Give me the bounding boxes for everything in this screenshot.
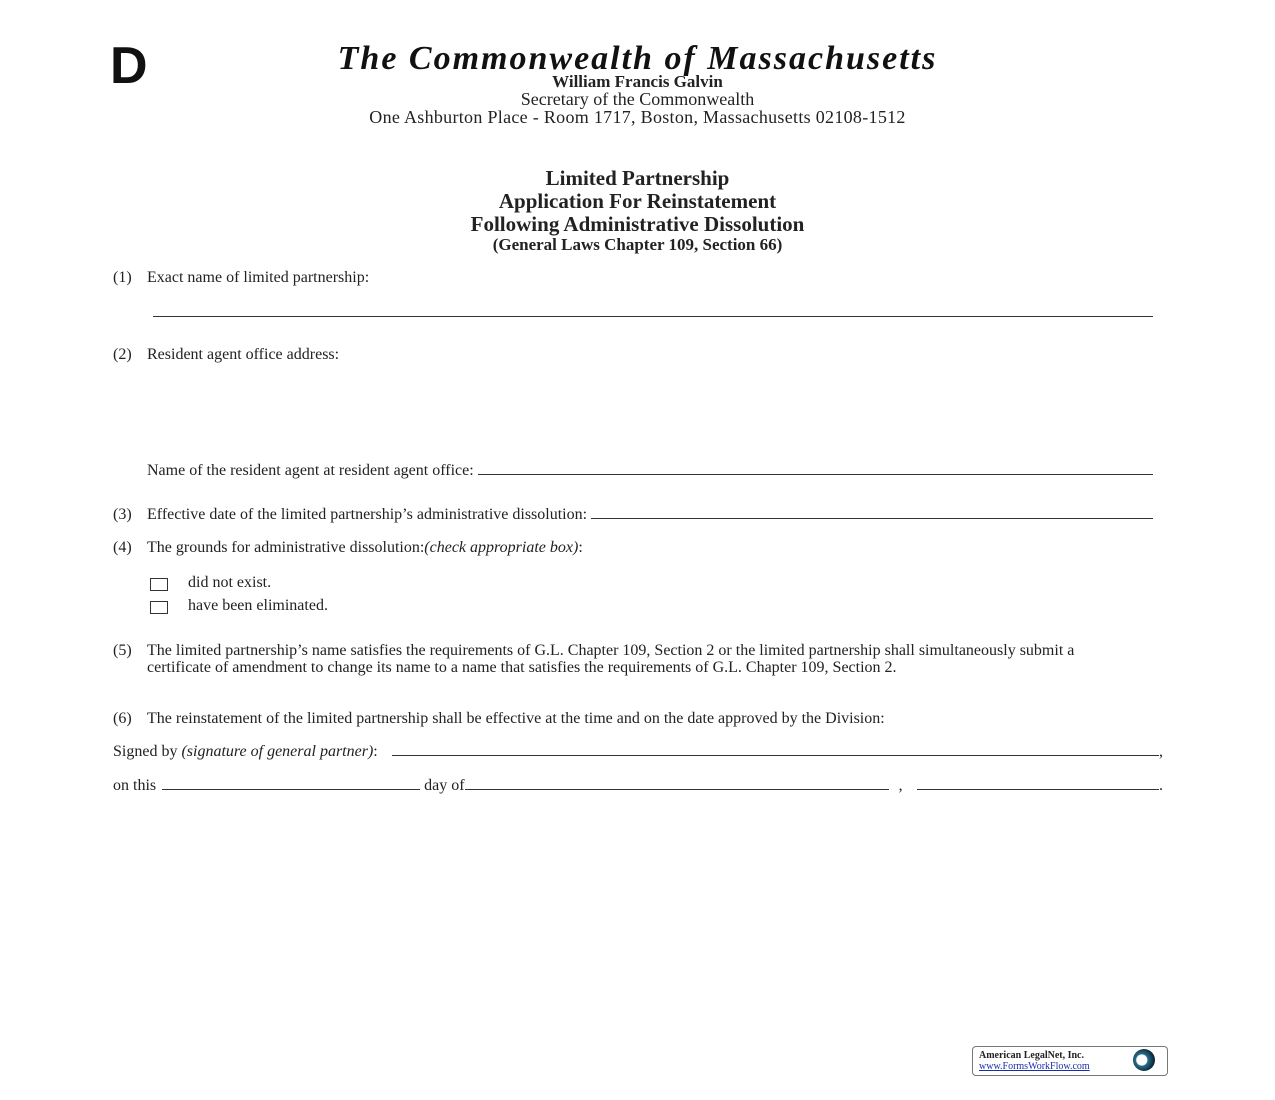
signature-row: Signed by (signature of general partner) : , (113, 743, 1163, 760)
office-address: One Ashburton Place - Room 1717, Boston, Massachusetts 02108-1512 (369, 107, 906, 127)
form-title-1: Limited Partnership (545, 166, 730, 190)
did-not-exist-checkbox[interactable] (150, 578, 168, 591)
did-not-exist-label: did not exist. (188, 574, 272, 591)
item-6: (6) The reinstatement of the limited partnership shall be effective at the time and on the date approved by the Division: (113, 710, 885, 727)
office-title: Secretary of the Commonwealth (520, 89, 755, 109)
dissolution-date-field[interactable] (591, 506, 1153, 519)
item-4: (4) The grounds for administrative dissolution:(check appropriate box): (113, 539, 583, 556)
year-field[interactable] (917, 777, 1159, 790)
commonwealth-title: The Commonwealth of Massachusetts (337, 40, 938, 77)
footer-company: American LegalNet, Inc. (979, 1050, 1084, 1061)
footer-badge (972, 1046, 1168, 1076)
form-letter: D (110, 37, 148, 95)
form-title-2: Application For Reinstatement (498, 189, 777, 213)
item-2: (2) Resident agent office address: (113, 346, 340, 363)
agent-name-field[interactable] (478, 462, 1153, 475)
footer-url[interactable]: www.FormsWorkFlow.com (979, 1061, 1090, 1072)
agent-address-field[interactable] (147, 370, 1153, 450)
month-field[interactable] (465, 776, 889, 790)
logo-globe-icon (1133, 1049, 1155, 1071)
partnership-name-field[interactable] (153, 316, 1153, 317)
form-title-3: Following Administrative Dissolution (470, 212, 805, 236)
eliminated-checkbox[interactable] (150, 601, 168, 614)
agent-name-row: Name of the resident agent at resident agent office: (147, 462, 1153, 480)
item-5: (5) The limited partnership’s name satisfies the requirements of G.L. Chapter 109, Section 2 or the limited partnership shall simultaneously submit a certificate of amendment to change its name to a name that satisfies the requirements of G.L. Chapter 109, Section 2. (113, 642, 1075, 676)
statute-reference: (General Laws Chapter 109, Section 66) (492, 235, 783, 254)
item-3: (3) Effective date of the limited partnership’s administrative dissolution: (113, 506, 1153, 524)
date-row: on this day of , . (113, 777, 1163, 794)
day-field[interactable] (162, 776, 420, 790)
official-name: William Francis Galvin (552, 72, 723, 91)
signature-field[interactable] (392, 743, 1159, 756)
eliminated-label: have been eliminated. (188, 597, 328, 614)
item-1: (1) Exact name of limited partnership: (113, 269, 370, 286)
